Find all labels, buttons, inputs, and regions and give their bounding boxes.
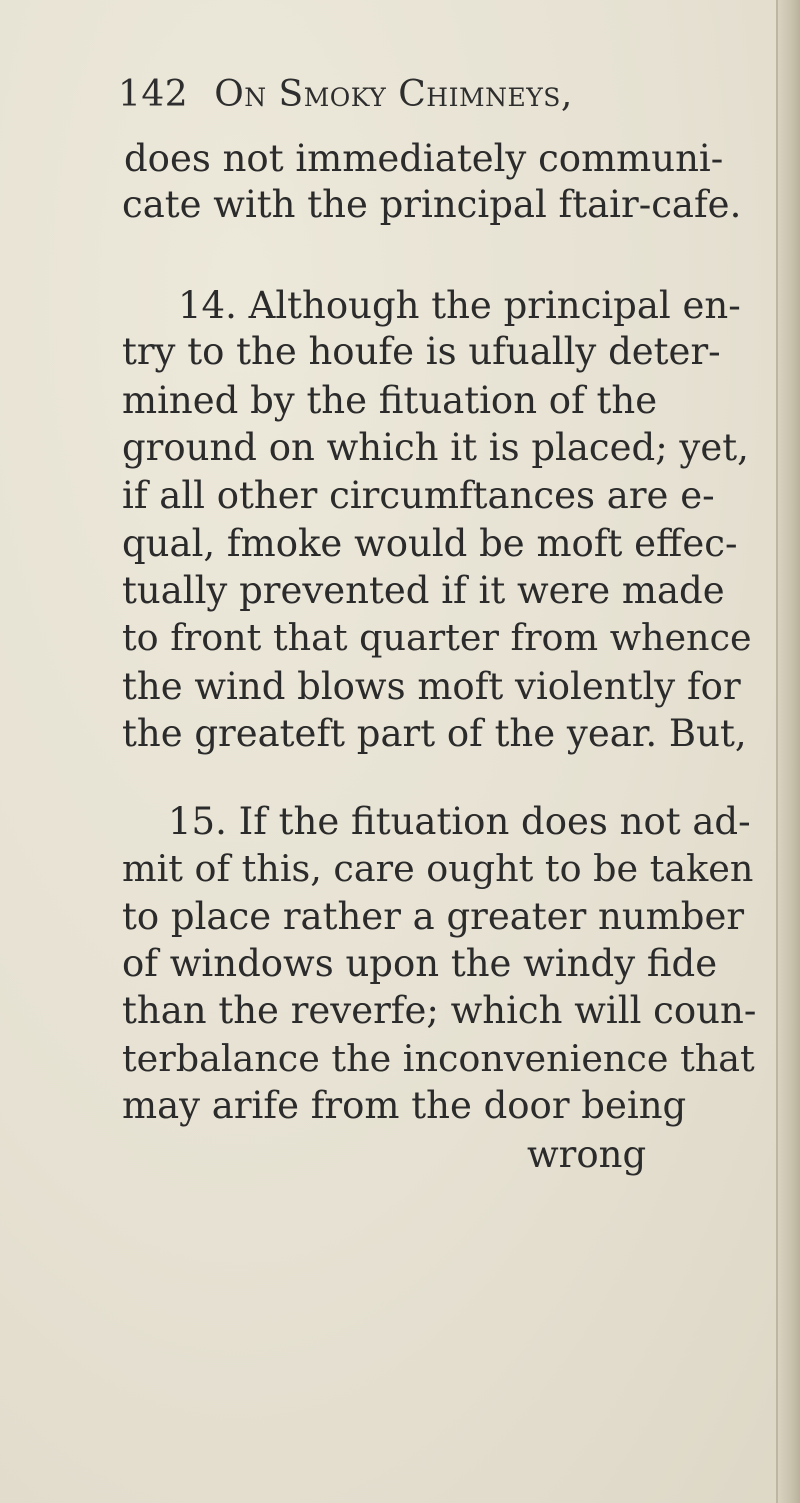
text-line: 14. Although the principal en-: [178, 284, 741, 327]
text-line: try to the houfe is ufually deter-: [122, 330, 721, 373]
text-line: if all other circumftances are e-: [122, 474, 715, 517]
text-line: cate with the principal ftair-cafe.: [122, 183, 742, 226]
running-title: On Smoky Chimneys,: [214, 74, 573, 115]
text-line: to place rather a greater number: [122, 895, 745, 938]
text-line: 15. If the fituation does not ad-: [168, 800, 751, 843]
page-gutter: [776, 0, 800, 1503]
text-line: mit of this, care ought to be taken: [122, 847, 754, 890]
text-line: ground on which it is placed; yet,: [122, 426, 749, 469]
text-line: than the reverfe; which will coun-: [122, 989, 757, 1032]
page-number: 142: [118, 74, 189, 115]
catchword: wrong: [527, 1133, 647, 1176]
running-header: [118, 74, 573, 115]
text-line: tually prevented if it were made: [122, 569, 725, 612]
text-line: the greateft part of the year. But,: [122, 712, 747, 755]
text-line: the wind blows moft violently for: [122, 665, 741, 708]
text-line: does not immediately communi-: [124, 137, 724, 180]
text-line: mined by the fituation of the: [122, 379, 658, 422]
text-line: qual, fmoke would be moft effec-: [122, 522, 738, 565]
text-line: may arife from the door being: [122, 1084, 687, 1127]
text-line: terbalance the inconvenience that: [122, 1037, 755, 1080]
text-line: of windows upon the windy fide: [122, 942, 718, 985]
text-line: to front that quarter from whence: [122, 616, 752, 659]
